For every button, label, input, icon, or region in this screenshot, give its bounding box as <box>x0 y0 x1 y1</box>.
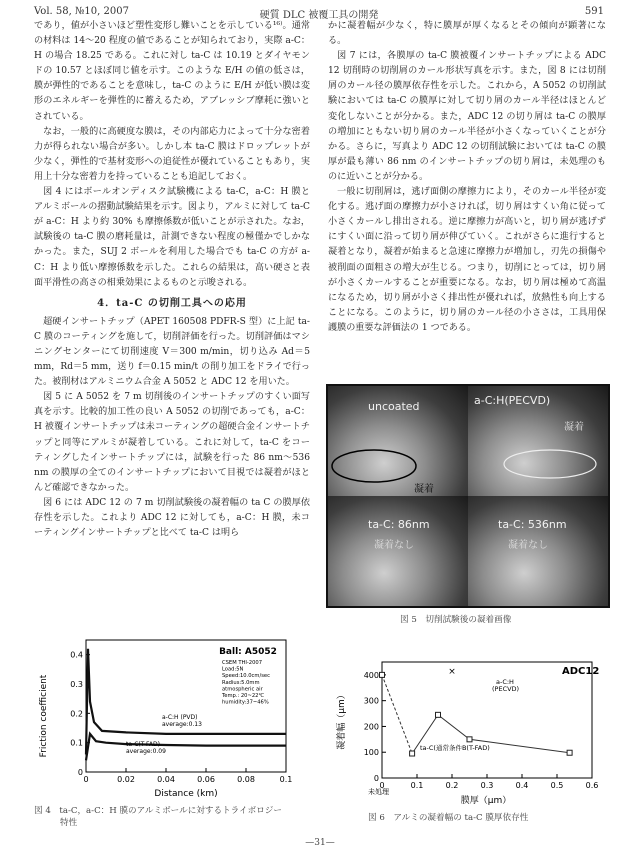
series-avg-b: average:0.09 <box>126 748 166 755</box>
x-tick-label: 0.04 <box>157 775 175 784</box>
chart-title: Ball: A5052 <box>219 647 277 657</box>
data-point-tac <box>467 737 472 742</box>
series-label-b: ta-C(T-FAD) <box>126 741 160 748</box>
y-tick-label: 0 <box>77 768 83 777</box>
y-axis-label: 凝着幅（μm） <box>337 690 347 750</box>
photo-uncoated <box>328 386 468 496</box>
x-tick-label: 0 <box>83 775 89 784</box>
x-tick-label: 0.4 <box>515 781 529 790</box>
photo-note: 凝着なし <box>508 540 548 551</box>
photo-note: 凝着なし <box>374 540 414 551</box>
data-point-ach: × <box>448 667 456 678</box>
y-tick-label: 400 <box>363 670 379 680</box>
test-condition: Radius:5.0mm <box>222 679 260 686</box>
x-tick-label: 0.1 <box>410 781 424 790</box>
journal-volume: Vol. 58, №10, 2007 <box>34 6 129 17</box>
data-point-tac <box>410 751 415 756</box>
y-tick-label: 300 <box>363 696 379 706</box>
adhesion-ellipse-marker <box>468 386 608 496</box>
y-tick-label: 0.2 <box>70 709 83 719</box>
section-heading: 4．ta-C の切削工具への応用 <box>97 297 247 309</box>
photo-tac-536nm <box>468 496 608 606</box>
paragraph: 図 7 には，各膜厚の ta-C 膜被覆インサートチップによる ADC 12 切削時の切削屑のカール形状写真を示す。また，図 8 には切削屑のカール径の膜厚依存性を示した。これから，A 5052 の切削試験においては ta-C の膜厚に対して切り屑のカール半径はほとんど変化しないことが分かる。また，ADC 12 の切り屑は ta-C の膜厚の増加にともない切り屑のカール半径が小さくなっていくことが分かる。さらに，写真より ADC 12 の切削試験においては ta-C の膜厚が最も薄い 86 nm のインサートチップの切り屑は，未処理のものに近いことが分かる。 <box>328 51 606 182</box>
y-tick-label: 0.3 <box>70 680 83 689</box>
x-tick-label: 0 <box>379 781 385 790</box>
paragraph: なお，一般的に高硬度な膜は，その内部応力によって十分な密着力が得られない場合が多い。しかし本 ta-C 膜はドロップレットが少なく，弾性的で基材変形への追従性が優れていることもあり，実用上十分な密着力を持っていることも追記しておく。 <box>34 126 310 182</box>
running-title: 硬質 DLC 被覆工具の開発 <box>259 10 379 21</box>
y-tick-label: 100 <box>363 748 379 758</box>
photo-ach <box>468 386 608 496</box>
figure5-photo-grid <box>326 384 610 608</box>
chart-title: ADC12 <box>562 666 600 677</box>
figure5-caption: 図 5 切削試験後の凝着画像 <box>400 615 512 625</box>
ach-label: a-C:H <box>496 678 514 686</box>
x-tick-label: 0.08 <box>237 775 255 784</box>
photo-note: 凝着 <box>414 484 434 495</box>
right-column <box>328 19 606 336</box>
x-tick-label: 0.02 <box>117 775 135 784</box>
y-tick-label: 200 <box>363 722 379 732</box>
caption-line: 図 4 ta-C，a-C：H 膜のアルミボールに対するトライボロジー <box>34 806 282 816</box>
x-tick-label: 0.1 <box>279 775 293 784</box>
test-condition: humidity:37~46% <box>222 699 269 706</box>
figure6-chart <box>330 648 608 806</box>
plot-frame <box>382 662 592 778</box>
x-tick-label: 0.6 <box>585 781 599 790</box>
y-tick-label: 0.4 <box>70 650 83 660</box>
untreated-label: 未処理 <box>368 788 389 796</box>
paragraph: 一般に切削屑は，逃げ面側の摩擦力により，そのカール半径が変化する。逃げ面の摩擦力が小さければ，切り屑はすくい角に従って小さくカールし排出される。逆に摩擦力が高いと，切り屑が逃げずにすくい面に沿って切り屑が伸びていく。これがさらに進行すると凝着となり，凝着が始まると急速に摩擦力が増加し，刃先の損傷や被削面の面粗さの増大が生じる。つまり，切削にとっては，切り屑が小さくカールすることが重要になる。なお，切り屑は極めて高温になるため，切り屑が小さく排出性が優れれば，放熱性も向上することになる。このように，切り屑のカール径の小ささは，工具用保護膜の重要な評価法の 1 つである。 <box>328 187 606 333</box>
x-axis-label: 膜厚（μm） <box>460 796 512 806</box>
series-avg-a: average:0.13 <box>162 721 202 728</box>
x-axis-label: Distance (km) <box>154 789 218 799</box>
caption-line: 特性 <box>60 818 78 828</box>
test-condition: CSEM THI-2007 <box>222 660 262 666</box>
footer-page-number: —31— <box>305 838 335 848</box>
photo-label: a-C:H(PECVD) <box>474 394 551 407</box>
photo-label: ta-C: 536nm <box>498 518 567 531</box>
left-column <box>34 19 310 541</box>
test-condition: Load:5N <box>222 666 244 673</box>
paragraph: 図 6 には ADC 12 の 7 m 切削試験後の凝着幅の ta C の膜厚依存性を示した。これより ADC 12 に対しても，a-C：H 膜，未コーティングインサートチップと比べて ta-C は明ら <box>34 497 310 539</box>
photo-label: uncoated <box>368 400 420 413</box>
data-point-tac <box>436 712 441 717</box>
paragraph: 図 5 に A 5052 を 7 m 切削後のインサートチップのすくい面写真を示す。比較的加工性の良い A 5052 の切削であっても，a-C：H 被覆インサートチップは未コーティングの超硬合金インサートチップと同等にアルミが凝着している。これに対して，ta-C をコーティングしたインサートチップには，試験を行った 86 nm～536 nm の膜厚の全てのインサートチップにおいて目視では凝着がほとんど確認できなかった。 <box>34 392 311 493</box>
y-tick-label: 0 <box>373 774 379 783</box>
figure4-chart <box>34 632 296 800</box>
page-number: 591 <box>584 6 604 17</box>
figure6-caption: 図 6 アルミの凝着幅の ta-C 膜厚依存性 <box>368 813 529 823</box>
paragraph: かに凝着幅が少なく，特に膜厚が厚くなるとその傾向が顕著になる。 <box>328 21 606 47</box>
x-tick-label: 0.06 <box>197 775 215 784</box>
paragraph: 図 4 にはボールオンディスク試験機による ta-C，a-C：H 膜とアルミボールの摺動試験結果を示す。図より，アルミに対して ta-C が a-C：H より約 30% も摩擦係数が低いことが示された。なお，試験後の ta-C 膜の磨耗量は，計測できない程度の極僅かでしかなかった。また，SUJ 2 ボールを利用した場合でも ta-C の方が a-C：H より低い摩擦係数を示した。これらの結果は，高い硬さと表面平滑性の高さの相乗効果によるものと示唆される。 <box>34 187 310 288</box>
paragraph: であり，値が小さいほど塑性変形し難いことを示している¹⁶⁾。通常の材料は 14～20 程度の値であることが知られており，実際 a-C：H の場合 18.25 である。これに対し ta-C は 10.19 とダイヤモンドの 10.57 とほぼ同じ値を示す。このような E/H の値の低さは，膜が弾性的であることを意味し，ta-C のように E/H が低い膜は変形のエネルギーを弾性的に蓄えるため，アブレッシブ摩耗に強いとされている。 <box>34 21 310 122</box>
y-axis-label: Friction coefficient <box>39 674 49 758</box>
data-point-untreated <box>380 672 385 677</box>
tac-series-label: ta-C(通常条件B(T-FAD) <box>420 744 490 752</box>
test-condition: Speed:10.0cm/sec <box>222 673 270 680</box>
test-condition: atmospheric air <box>222 686 263 693</box>
x-tick-label: 0.2 <box>445 781 459 790</box>
x-tick-label: 0.5 <box>550 781 564 790</box>
figure4-caption <box>34 805 282 829</box>
photo-note: 凝着 <box>564 422 584 433</box>
adhesion-ellipse-marker <box>328 386 468 496</box>
photo-label: ta-C: 86nm <box>368 518 430 531</box>
photo-tac-86nm <box>328 496 468 606</box>
x-tick-label: 0.3 <box>480 781 494 790</box>
y-tick-label: 0.1 <box>70 738 83 748</box>
ach-label: (PECVD) <box>492 685 520 693</box>
data-point-tac <box>567 750 572 755</box>
series-label-a: a-C:H (PVD) <box>162 714 198 721</box>
paragraph: 超硬インサートチップ（APET 160508 PDFR-S 型）に上記 ta-C 膜のコーティングを施して，切削評価を行った。切削評価はマシニングセンターにて切削速度 V＝300 m/min，切り込み Ad＝5 mm，Rd＝5 mm，送り f＝0.15 min/t の削り加工をドライで行った。被削材はアルミニウム合金 A 5052 と ADC 12 を用いた。 <box>34 316 310 388</box>
test-condition: Temp.: 20~22℃ <box>222 693 265 699</box>
